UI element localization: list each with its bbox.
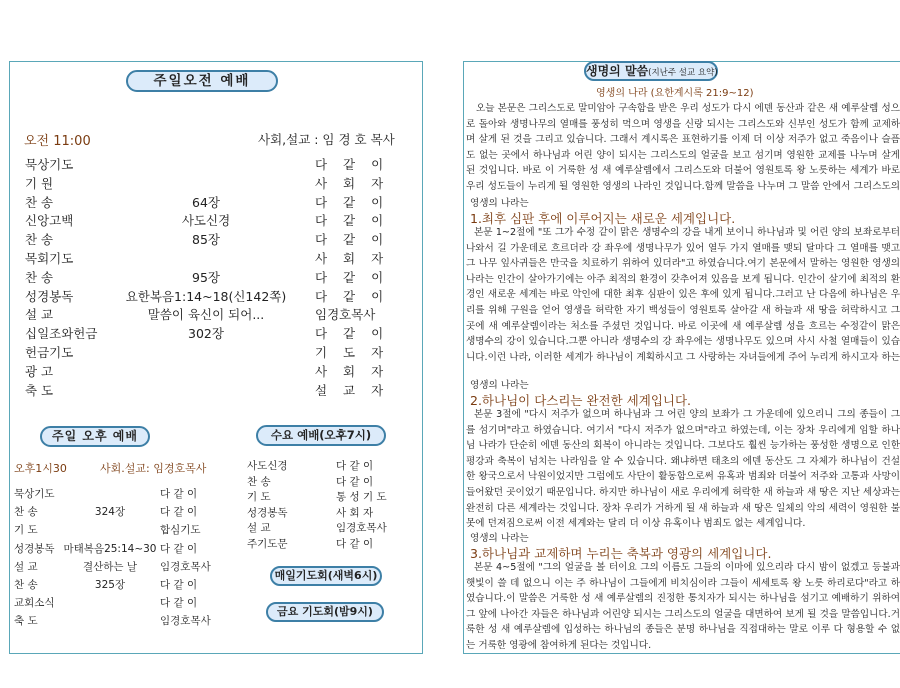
order-item: 설 교 xyxy=(25,307,54,323)
wednesday-order-row xyxy=(0,474,400,489)
morning-order-row xyxy=(0,305,412,323)
order-item: 묵상기도 xyxy=(25,157,74,172)
sermon-paragraph-1: 본문 1~2절에 "또 그가 수정 같이 맑은 생명수의 강을 내게 보이니 하나님과 및 어린 양의 보좌로부터 나와서 길 가운데로 흐르더라 강 좌우에 생명나무가 있어 열두 가지 열매를 맺되 달마다 그 열매를 맺고 그 나무 잎사귀들은 만국을 치료하기 위하여 있더라"고 하였습니다.여기 본문에서 말하는 영원한 영생의 나라는 인간이 살아가기에는 아주 최적의 환경이 갖추어져 있음을 보게 됩니다. 인간이 살기에 최적의 환경인 새로운 세계는 바로 악인에 대한 최후 심판이 있은 후에 있게 됩니다.그러고 난 다음에 하나님은 우리를 위해 구원을 얻어 영생을 허락한 자기 백성들이 영원토록 살아갈 새 하늘과 새 땅을 허락하시고 그곳에 새 예루살렘이라는 처소를 주셨던 것입니다. 바로 이곳에 새 예루살렘 성을 흐르는 수정같이 맑은 생명수의 강이 있습니다.그뿐 아니라 생명수의 강 좌우에는 생명나무도 있으며 사시 사철 열매들이 있습니다.이런 나라, 이러한 세계가 하나님이 계획하시고 그 사랑하는 자녀들에게 주어 누리게 하시고자 하는 xyxy=(466,227,900,363)
wednesday-order-row xyxy=(0,458,400,473)
afternoon-leader: 사회.설교: 임경호목사 xyxy=(100,462,207,475)
morning-order-row xyxy=(0,343,412,361)
order-who: 다 같 이 xyxy=(315,213,390,229)
order-item: 주기도문 xyxy=(247,538,288,550)
order-detail: 말씀이 육신이 되어... xyxy=(147,307,265,323)
order-item: 찬 송 xyxy=(25,194,54,210)
sermon-paragraph-2: 본문 3절에 "다시 저주가 없으며 하나님과 그 어린 양의 보좌가 그 가운데에 있으리니 그의 종들이 그를 섬기며"라고 하였습니다. 여기서 "다시 저주가 없으며"라고 하였는데, 이는 장차 우리에게 임할 하나님 나라가 단순히 에덴 동산의 회복이 아니라는 것입니다. 그보다도 훨씬 능가하는 풍성한 생명으로 인한 평강과 축복이 넘치는 나라임을 알 수 있습니다. 왜냐하면 태초의 에덴 동산도 그 자체가 하나님이 건설한 왕국으로서 낙원이었지만 그럼에도 사단이 활동함으로써 유혹과 범죄와 더불어 저주와 고통과 사망이 들어왔던 곳이었기 때문입니다. 하지만 하나님이 새로 우리에게 허락한 새 하늘과 새 땅은 지난 세상과는 완전히 다른 세계라는 것입니다. 장차 우리가 거하게 될 새 하늘과 새 땅은 일체의 악의 세력이 영원한 불못에 던져짐으로써 이전 세계와는 달리 더 이상 유혹이나 범죄도 없는 세계입니다. xyxy=(466,409,900,530)
order-who: 통 성 기 도 xyxy=(336,491,387,504)
morning-order-row xyxy=(0,268,412,286)
order-detail: 302장 xyxy=(188,326,224,342)
order-detail: 85장 xyxy=(192,232,220,248)
order-detail: 325장 xyxy=(94,579,126,591)
order-who: 다 같 이 xyxy=(336,538,374,550)
sermon-paragraph-3: 본문 4~5절에 "그의 얼굴을 볼 터이요 그의 이름도 그들의 이마에 있으리라 다시 밤이 없겠고 등불과 햇빛이 쓸 데 없으니 이는 주 하나님이 그들에게 비치심이라 그들이 세세토록 왕 노릇 하리로다"라고 하였습니다.이 말씀은 거룩한 성 새 예루살렘의 진정한 통치자가 되시는 하나님을 섬기고 예배하기 위하여 그 앞에 나아간 자들은 하나님과 어린양 되시는 그리스도의 얼굴을 대면하여 보게 될 것을 말씀입니다.거룩한 성 새 예루살렘에 입성하는 하나님의 종들은 분명 하나님을 직접대하는 말로 이루 다 형용할 수 없는 거룩한 영광에 참여하게 된다는 것입니다. xyxy=(466,562,900,651)
wednesday-order-row xyxy=(0,520,400,535)
daily-prayer-title: 매일기도회(새벽6시) xyxy=(270,566,382,586)
afternoon-order-row xyxy=(0,559,260,575)
order-item: 기 도 xyxy=(14,524,38,537)
order-who: 다 같 이 xyxy=(160,506,198,519)
order-item: 설 교 xyxy=(247,522,271,535)
order-item: 십일조와헌금 xyxy=(25,326,98,342)
order-detail: 마태복음25:14~30 xyxy=(63,542,157,555)
morning-order-row xyxy=(0,287,412,305)
morning-order-row xyxy=(0,211,412,229)
order-who: 다 같 이 xyxy=(336,460,374,472)
morning-leader: 사회,설교 : 임 경 호 목사 xyxy=(258,132,395,147)
order-who: 다 같 이 xyxy=(315,194,390,210)
order-item: 성경봉독 xyxy=(25,288,74,304)
order-item: 광 고 xyxy=(25,363,54,379)
order-item: 찬 송 xyxy=(25,269,54,285)
wednesday-service-title: 수요 예배(오후7시) xyxy=(256,425,386,446)
sermon-intro: 오늘 본문은 그리스도로 말미암아 구속함을 받은 우리 성도가 다시 에덴 동산과 같은 새 예루살렘 성으로 돌아와 생명나무의 열매를 풍성히 먹으며 영생을 신랑 되시는 그리스도와 신부인 성도가 함께 교제하며 살게 된 것을 그리고 있습니다. 그래서 계시록은 표현하기를 이제 더 이상 저주가 없고 죽음이나 슬픔도 없는 곳에서 하나님과 어린 양이 되시는 그리스도의 얼굴을 보고 섬기며 영원한 교제를 나누며 살게 된 것입니다. 바로 이 거룩한 성 새 예루살렘에서 그리스도와 더불어 영원토록 왕 노릇하는 세계가 바로 우리 성도들이 누리게 될 영원한 영생의 나라인 것입니다.함께 말씀을 나누며 그 말씀 안에서 그리스도의 xyxy=(466,103,900,192)
sermon-point-2: 2.하나님이 다스리는 완전한 세계입니다. xyxy=(470,393,692,408)
sermon-point-1: 1.최후 심판 후에 이루어지는 새로운 세계입니다. xyxy=(470,211,736,226)
order-detail: 64장 xyxy=(192,194,220,210)
morning-order-row xyxy=(0,324,412,342)
morning-order-row xyxy=(0,174,412,192)
order-who: 다 같 이 xyxy=(336,475,374,488)
order-who: 다 같 이 xyxy=(315,326,390,342)
sermon-lead-3: 영생의 나라는 xyxy=(470,533,529,544)
order-item: 헌금기도 xyxy=(25,345,74,360)
order-who: 설 교 자 xyxy=(315,382,390,398)
order-who: 사 회 자 xyxy=(315,251,390,266)
afternoon-time: 오후1시30 xyxy=(14,462,67,475)
order-who: 다 같 이 xyxy=(160,488,198,500)
morning-order-row xyxy=(0,230,412,248)
sermon-title-main: 생명의 말씀 xyxy=(586,64,649,78)
order-item: 성경봉독 xyxy=(247,506,288,519)
order-item: 축 도 xyxy=(25,382,54,398)
order-item: 찬 송 xyxy=(14,579,38,591)
order-detail: 95장 xyxy=(192,269,220,285)
friday-prayer-title: 금요 기도회(밤9시) xyxy=(266,602,384,622)
order-who: 임경호목사 xyxy=(160,615,211,628)
order-detail: 요한복음1:14~18(신142쪽) xyxy=(125,288,287,304)
order-who: 다 같 이 xyxy=(160,579,198,591)
order-who: 사 회 자 xyxy=(336,506,374,519)
afternoon-order-row xyxy=(0,595,260,611)
wednesday-order-row xyxy=(0,505,400,520)
order-item: 찬 송 xyxy=(14,506,38,519)
order-detail: 사도신경 xyxy=(181,213,231,229)
order-who: 다 같 이 xyxy=(315,288,390,304)
order-who: 합심기도 xyxy=(160,524,201,537)
morning-order-row xyxy=(0,193,412,211)
wednesday-order-row xyxy=(0,536,400,551)
sermon-subtitle: 영생의 나라 (요한계시록 21:9~12) xyxy=(596,88,754,99)
order-item: 신앙고백 xyxy=(25,213,74,229)
order-item: 교회소식 xyxy=(14,597,55,610)
order-item: 묵상기도 xyxy=(14,488,55,500)
sermon-lead-1: 영생의 나라는 xyxy=(470,198,529,209)
afternoon-order-row xyxy=(0,577,260,593)
order-who: 다 같 이 xyxy=(160,597,198,610)
order-item: 목회기도 xyxy=(25,251,74,266)
order-who: 임경호목사 xyxy=(315,307,376,323)
morning-order-row xyxy=(0,249,412,267)
order-item: 설 교 xyxy=(14,560,38,573)
order-item: 기 도 xyxy=(247,491,271,504)
order-item: 사도신경 xyxy=(247,460,288,472)
order-item: 축 도 xyxy=(14,615,38,628)
order-detail: 결산하는 날 xyxy=(82,560,138,573)
wednesday-order-row xyxy=(0,489,400,504)
order-item: 기 원 xyxy=(25,175,54,191)
afternoon-service-title: 주일 오후 예배 xyxy=(40,426,150,447)
afternoon-order-row xyxy=(0,613,260,629)
order-item: 찬 송 xyxy=(247,475,271,488)
sermon-title xyxy=(584,61,718,81)
order-detail: 324장 xyxy=(94,506,126,519)
order-who: 기 도 자 xyxy=(315,345,390,360)
order-item: 찬 송 xyxy=(25,232,54,248)
order-who: 임경호목사 xyxy=(160,560,211,573)
morning-order-row xyxy=(0,362,412,380)
morning-service-title: 주일오전 예배 xyxy=(126,70,278,92)
morning-order-row xyxy=(0,155,412,173)
order-who: 다 같 이 xyxy=(160,542,198,555)
order-who: 다 같 이 xyxy=(315,269,390,285)
morning-time: 오전 11:00 xyxy=(24,134,91,149)
order-who: 다 같 이 xyxy=(315,157,390,172)
order-who: 임경호목사 xyxy=(336,522,387,535)
order-item: 성경봉독 xyxy=(14,542,55,555)
morning-order-row xyxy=(0,381,412,399)
sermon-point-3: 3.하나님과 교제하며 누리는 축복과 영광의 세계입니다. xyxy=(470,546,772,561)
sermon-lead-2: 영생의 나라는 xyxy=(470,380,529,391)
order-who: 사 회 자 xyxy=(315,363,390,379)
order-who: 사 회 자 xyxy=(315,175,390,191)
order-who: 다 같 이 xyxy=(315,232,390,248)
sermon-title-note: (지난주 설교 요약) xyxy=(648,68,718,78)
